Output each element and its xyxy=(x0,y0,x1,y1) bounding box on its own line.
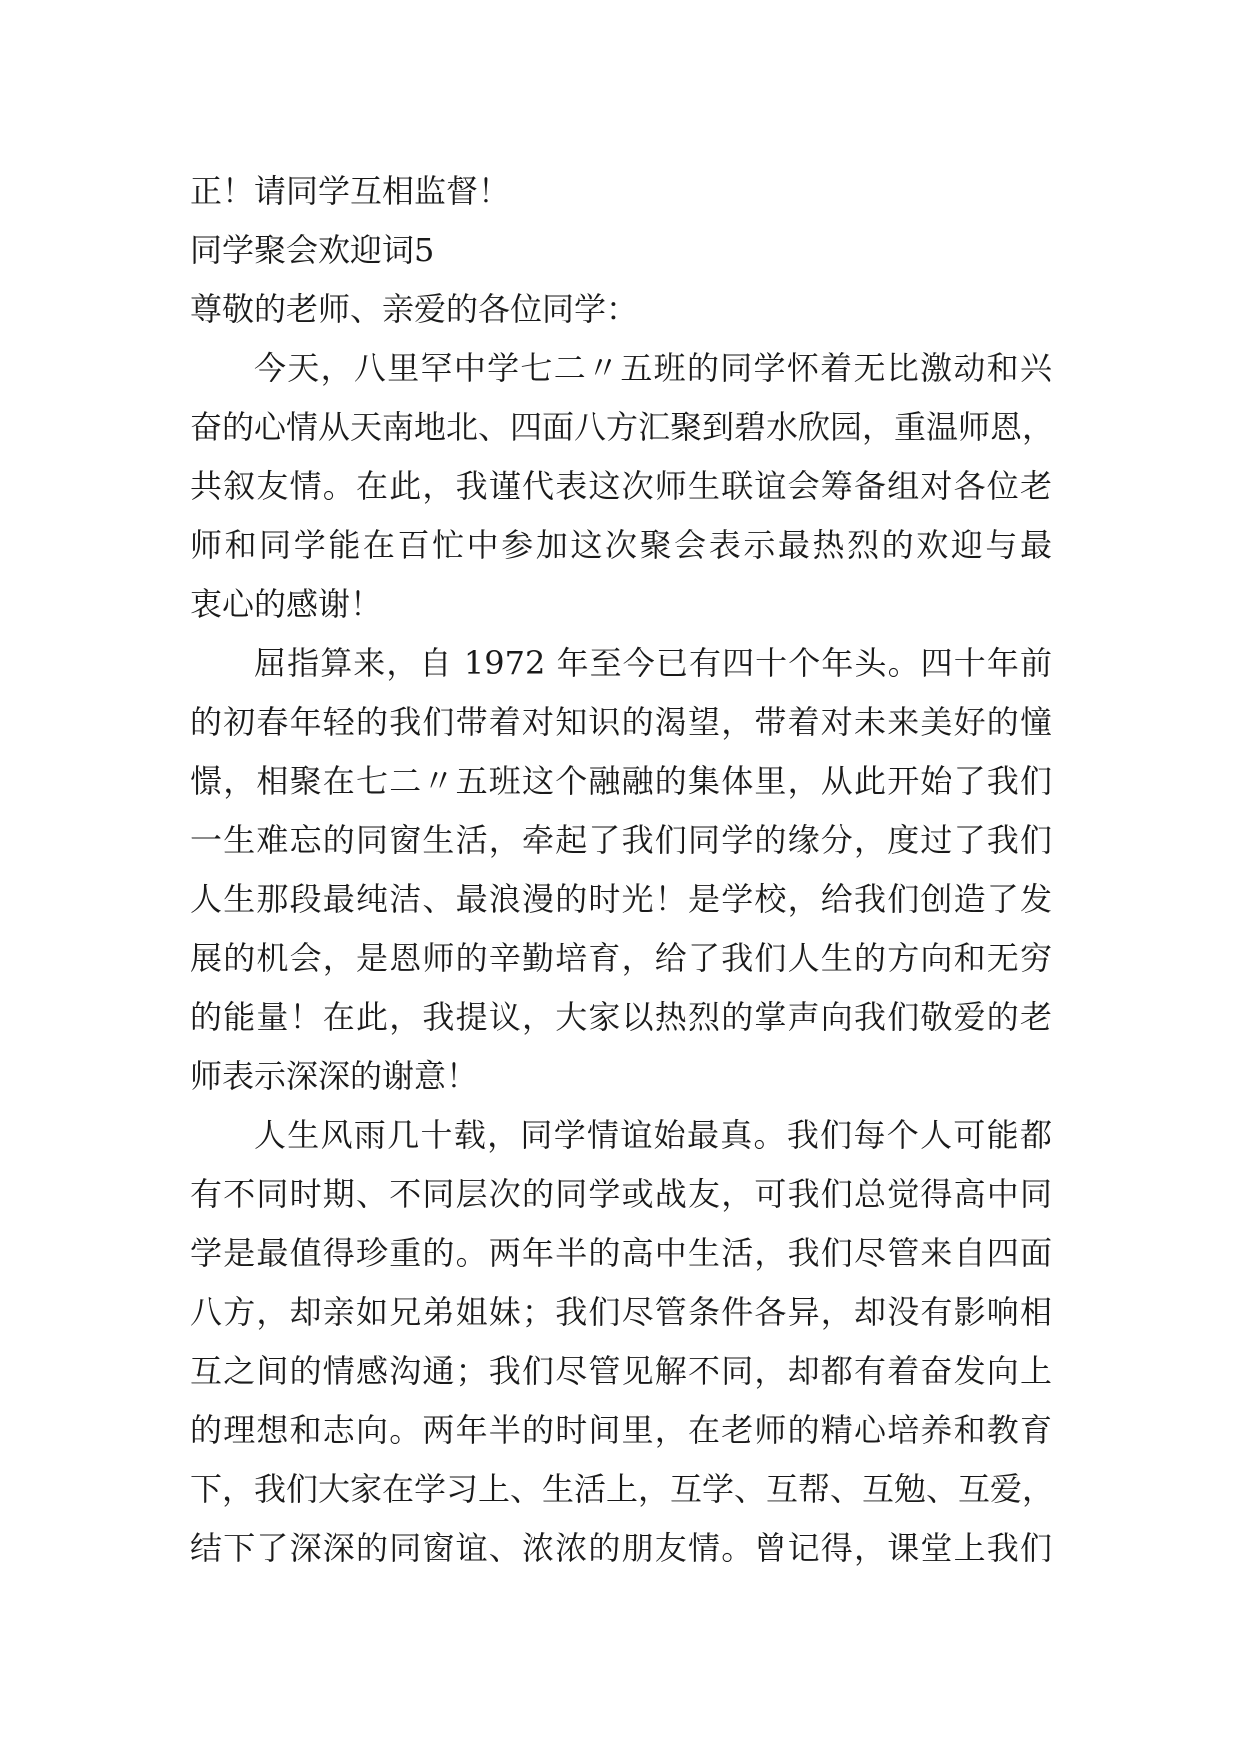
paragraph-2-line: 的初春年轻的我们带着对知识的渴望，带着对未来美好的憧 xyxy=(190,703,1052,741)
paragraph-2-line: 屈指算来，自 1972 年至今已有四十个年头。四十年前 xyxy=(254,644,1052,682)
document-body xyxy=(190,162,1055,1578)
paragraph-3-line: 互之间的情感沟通；我们尽管见解不同，却都有着奋发向上 xyxy=(190,1352,1052,1390)
paragraph-1-line: 衷心的感谢！ xyxy=(190,585,383,623)
paragraph-3-line: 结下了深深的同窗谊、浓浓的朋友情。曾记得，课堂上我们 xyxy=(190,1529,1052,1567)
paragraph-1-line: 奋的心情从天南地北、四面八方汇聚到碧水欣园，重温师恩， xyxy=(190,408,1055,446)
paragraph-2-line: 人生那段最纯洁、最浪漫的时光！是学校，给我们创造了发 xyxy=(190,880,1052,918)
paragraph-2-line: 展的机会，是恩师的辛勤培育，给了我们人生的方向和无穷 xyxy=(190,939,1052,977)
text-line: 正！请同学互相监督！ xyxy=(190,172,511,210)
paragraph-1-line: 共叙友情。在此，我谨代表这次师生联谊会筹备组对各位老 xyxy=(190,467,1052,505)
paragraph-2-line: 憬，相聚在七二〃五班这个融融的集体里，从此开始了我们 xyxy=(190,762,1052,800)
paragraph-1-line: 今天，八里罕中学七二〃五班的同学怀着无比激动和兴 xyxy=(254,349,1052,387)
paragraph-1-line: 师和同学能在百忙中参加这次聚会表示最热烈的欢迎与最 xyxy=(190,526,1052,564)
paragraph-3-line: 下，我们大家在学习上、生活上，互学、互帮、互勉、互爱， xyxy=(190,1470,1055,1508)
paragraph-3-line: 人生风雨几十载，同学情谊始最真。我们每个人可能都 xyxy=(254,1116,1052,1154)
salutation: 尊敬的老师、亲爱的各位同学： xyxy=(190,290,639,328)
section-title: 同学聚会欢迎词5 xyxy=(190,231,435,269)
paragraph-3-line: 八方，却亲如兄弟姐妹；我们尽管条件各异，却没有影响相 xyxy=(190,1293,1052,1331)
paragraph-3-line: 学是最值得珍重的。两年半的高中生活，我们尽管来自四面 xyxy=(190,1234,1052,1272)
paragraph-3-line: 有不同时期、不同层次的同学或战友，可我们总觉得高中同 xyxy=(190,1175,1052,1213)
paragraph-2-line: 师表示深深的谢意！ xyxy=(190,1057,479,1095)
paragraph-3-line: 的理想和志向。两年半的时间里，在老师的精心培养和教育 xyxy=(190,1411,1052,1449)
paragraph-2-line: 一生难忘的同窗生活，牵起了我们同学的缘分，度过了我们 xyxy=(190,821,1052,859)
paragraph-2-line: 的能量！在此，我提议，大家以热烈的掌声向我们敬爱的老 xyxy=(190,998,1052,1036)
